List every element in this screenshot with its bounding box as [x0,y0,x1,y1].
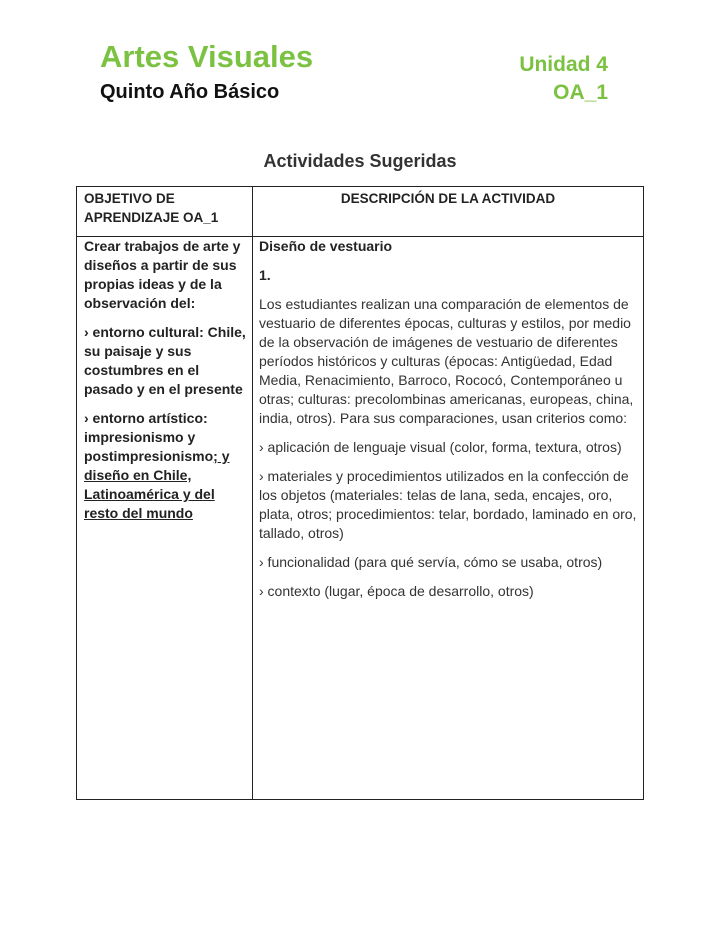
subject-title: Artes Visuales [100,39,314,74]
activity-title: Diseño de vestuario [259,238,393,254]
criteria-item: › materiales y procedimientos utilizados en la confección de los objetos (materiales: telas de lana, seda, encajes, oro, plata, otros; procedimientos: telar, bordado, laminado en oro, tallado, otros) [259,468,637,541]
description-header: DESCRIPCIÓN DE LA ACTIVIDAD [340,191,556,206]
objective-item-artistic-underlined: ; y diseño en Chile, Latinoamérica y del resto del mundo [84,448,230,521]
header-cell-description [253,187,644,237]
table-header-row [77,187,644,237]
objective-cell [77,237,253,800]
activity-body: Los estudiantes realizan una comparación de elementos de vestuario de diferentes épocas, culturas y estilos, por medio de la observación de imágenes de vestuario de diferentes períodos históricos y culturas (épocas: Antigüedad, Edad Media, Renacimiento, Barroco, Rococó, Contemporáneo u otras; culturas: precolombinas americanas, europeas, china, india, otros). Para sus comparaciones, usan criterios como: [259,296,634,426]
header-cell-objective [77,187,253,237]
activity-cell [253,237,644,800]
grade-subtitle: Quinto Año Básico [100,81,280,103]
unit-label: Unidad 4 [519,53,608,76]
criteria-item: › contexto (lugar, época de desarrollo, otros) [259,583,534,599]
table-row [77,237,644,800]
objective-header: OBJETIVO DE APRENDIZAJE OA_1 [84,191,219,225]
objective-item-artistic [84,409,246,523]
section-title: Actividades Sugeridas [263,151,457,171]
objective-item-artistic-main: › entorno artístico: impresionismo y postimpresionismo [84,410,214,464]
oa-label: OA_1 [553,81,608,104]
criteria-item: › funcionalidad (para qué servía, cómo se usaba, otros) [259,554,603,570]
objective-item-cultural: › entorno cultural: Chile, su paisaje y sus costumbres en el pasado y en el presente [84,324,246,397]
activity-number: 1. [259,267,271,283]
activities-table [76,186,644,800]
objective-intro: Crear trabajos de arte y diseños a partir de sus propias ideas y de la observación del: [84,238,241,311]
criteria-item: › aplicación de lenguaje visual (color, forma, textura, otros) [259,439,622,455]
